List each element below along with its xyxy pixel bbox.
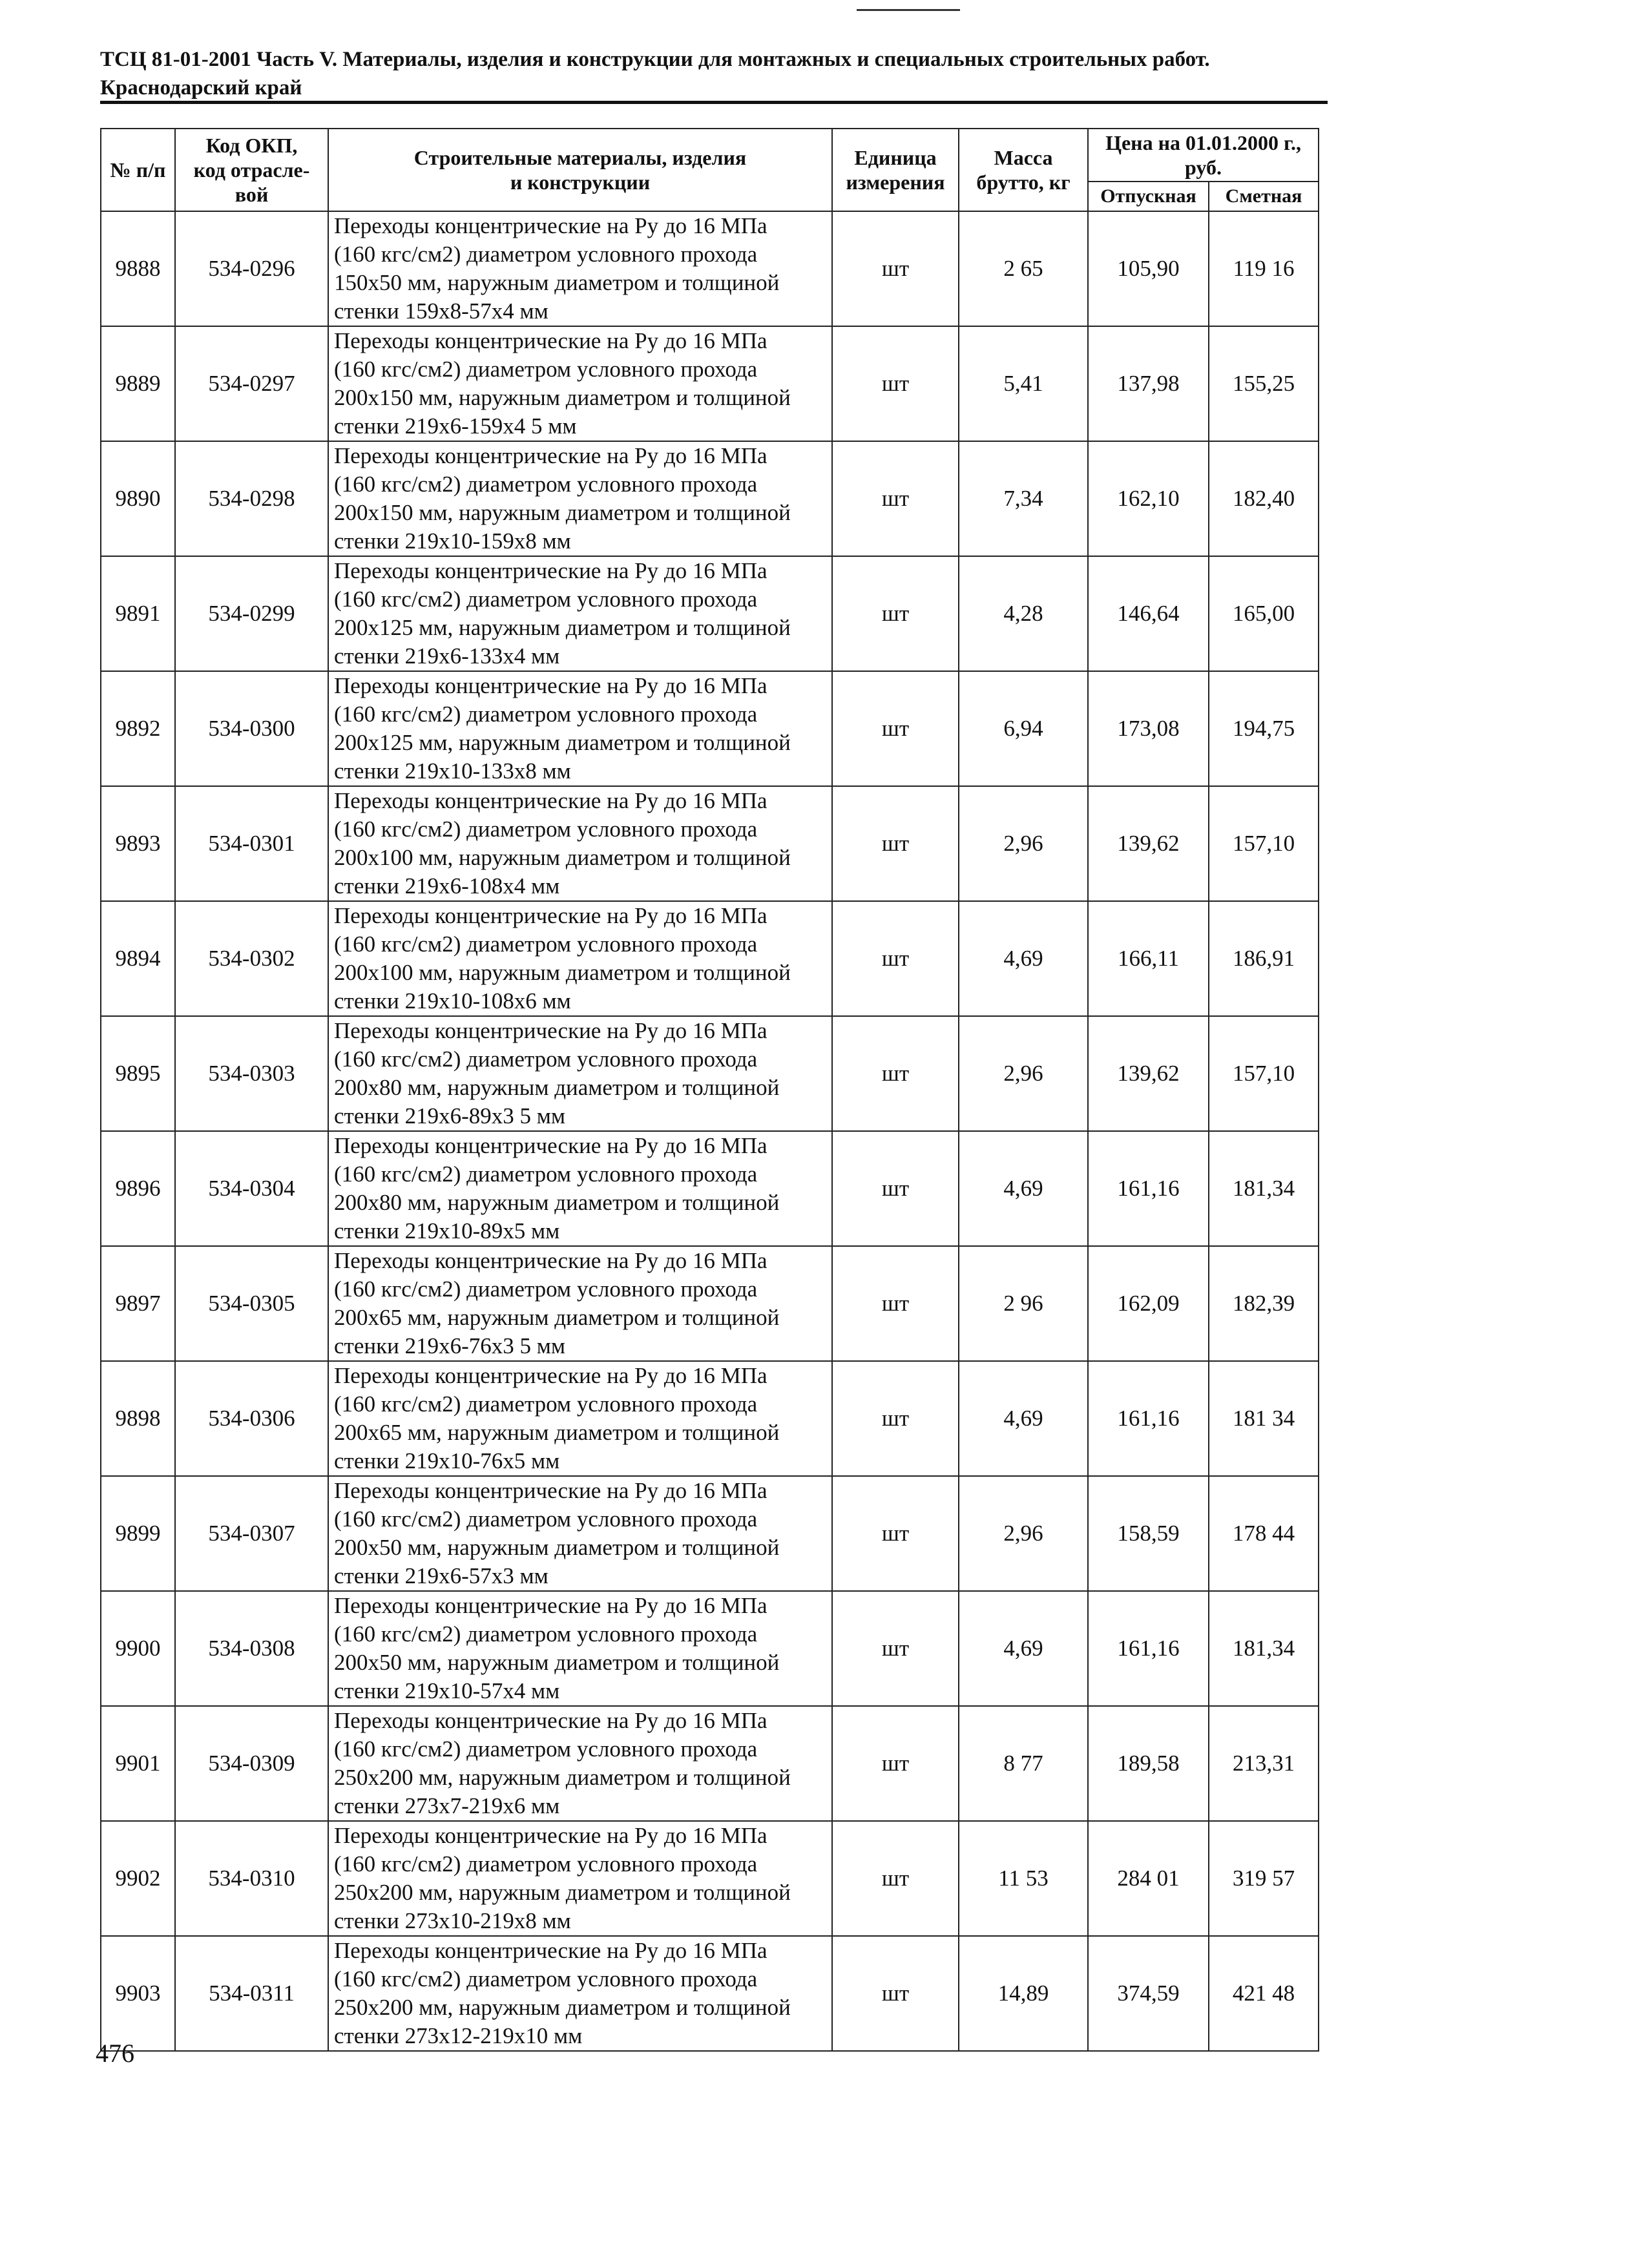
row-price-release: 173,08 bbox=[1088, 671, 1209, 786]
col-header-mass-line: Масса bbox=[994, 146, 1053, 169]
description-line: (160 кгс/см2) диаметром условного прохода bbox=[334, 1391, 758, 1417]
description-line: Переходы концентрические на Ру до 16 МПа bbox=[334, 213, 768, 238]
col-header-code-line: код отрасле- bbox=[193, 158, 310, 182]
row-price-release: 161,16 bbox=[1088, 1361, 1209, 1476]
row-price-estimate: 213,31 bbox=[1209, 1706, 1319, 1821]
description-line: (160 кгс/см2) диаметром условного прохода bbox=[334, 357, 758, 382]
row-number: 9892 bbox=[101, 671, 175, 786]
description-line: (160 кгс/см2) диаметром условного прохода bbox=[334, 1966, 758, 1992]
row-code: 534-0307 bbox=[175, 1476, 328, 1591]
row-price-release: 284 01 bbox=[1088, 1821, 1209, 1936]
description-line: 200х125 мм, наружным диаметром и толщиной bbox=[334, 615, 791, 640]
description-line: стенки 219х6-76х3 5 мм bbox=[334, 1333, 566, 1358]
row-price-release: 374,59 bbox=[1088, 1936, 1209, 2051]
row-unit: шт bbox=[832, 786, 959, 901]
row-number: 9897 bbox=[101, 1246, 175, 1361]
table-row bbox=[101, 1476, 1319, 1591]
row-description bbox=[328, 1936, 832, 2051]
row-mass: 4,28 bbox=[959, 556, 1088, 671]
row-price-estimate: 119 16 bbox=[1209, 211, 1319, 326]
row-price-release: 137,98 bbox=[1088, 326, 1209, 441]
description-line: 200х50 мм, наружным диаметром и толщиной bbox=[334, 1535, 780, 1560]
row-code: 534-0303 bbox=[175, 1016, 328, 1131]
row-number: 9895 bbox=[101, 1016, 175, 1131]
row-code: 534-0306 bbox=[175, 1361, 328, 1476]
row-price-release: 105,90 bbox=[1088, 211, 1209, 326]
table-body bbox=[101, 211, 1319, 2051]
row-code: 534-0308 bbox=[175, 1591, 328, 1706]
description-line: (160 кгс/см2) диаметром условного прохода bbox=[334, 242, 758, 267]
description-line: Переходы концентрические на Ру до 16 МПа bbox=[334, 1018, 768, 1043]
row-price-release: 161,16 bbox=[1088, 1131, 1209, 1246]
description-line: (160 кгс/см2) диаметром условного прохода bbox=[334, 1621, 758, 1647]
row-unit: шт bbox=[832, 326, 959, 441]
description-line: Переходы концентрические на Ру до 16 МПа bbox=[334, 328, 768, 353]
row-description bbox=[328, 901, 832, 1016]
row-code: 534-0300 bbox=[175, 671, 328, 786]
row-mass: 2 65 bbox=[959, 211, 1088, 326]
row-mass: 4,69 bbox=[959, 901, 1088, 1016]
row-price-estimate: 182,39 bbox=[1209, 1246, 1319, 1361]
row-unit: шт bbox=[832, 1821, 959, 1936]
description-line: (160 кгс/см2) диаметром условного прохода bbox=[334, 931, 758, 957]
table-header bbox=[101, 129, 1319, 211]
row-number: 9889 bbox=[101, 326, 175, 441]
row-number: 9894 bbox=[101, 901, 175, 1016]
col-header-price-release: Отпускная bbox=[1088, 182, 1209, 211]
row-price-release: 146,64 bbox=[1088, 556, 1209, 671]
row-description bbox=[328, 1476, 832, 1591]
row-price-release: 158,59 bbox=[1088, 1476, 1209, 1591]
row-mass: 2,96 bbox=[959, 786, 1088, 901]
row-unit: шт bbox=[832, 1131, 959, 1246]
row-code: 534-0296 bbox=[175, 211, 328, 326]
row-description bbox=[328, 1361, 832, 1476]
row-unit: шт bbox=[832, 441, 959, 556]
description-line: стенки 219х10-57х4 мм bbox=[334, 1678, 560, 1703]
row-description bbox=[328, 1821, 832, 1936]
row-description bbox=[328, 786, 832, 901]
table-row bbox=[101, 441, 1319, 556]
table-row bbox=[101, 1591, 1319, 1706]
description-line: стенки 219х10-89х5 мм bbox=[334, 1218, 560, 1243]
col-header-unit-line: измерения bbox=[846, 171, 945, 194]
row-mass: 11 53 bbox=[959, 1821, 1088, 1936]
description-line: стенки 219х10-133х8 мм bbox=[334, 758, 571, 784]
row-price-estimate: 319 57 bbox=[1209, 1821, 1319, 1936]
description-line: стенки 219х6-108х4 мм bbox=[334, 873, 560, 899]
description-line: (160 кгс/см2) диаметром условного прохода bbox=[334, 1046, 758, 1072]
row-code: 534-0309 bbox=[175, 1706, 328, 1821]
row-unit: шт bbox=[832, 671, 959, 786]
row-mass: 2,96 bbox=[959, 1476, 1088, 1591]
table-row bbox=[101, 1246, 1319, 1361]
description-line: (160 кгс/см2) диаметром условного прохода bbox=[334, 1851, 758, 1877]
description-line: Переходы концентрические на Ру до 16 МПа bbox=[334, 1938, 768, 1963]
description-line: (160 кгс/см2) диаметром условного прохода bbox=[334, 1276, 758, 1302]
description-line: 250х200 мм, наружным диаметром и толщиной bbox=[334, 1880, 791, 1905]
col-header-num: № п/п bbox=[101, 129, 175, 211]
row-price-release: 139,62 bbox=[1088, 1016, 1209, 1131]
page-number: 476 bbox=[96, 2039, 134, 2068]
col-header-material-line: Строительные материалы, изделия bbox=[413, 146, 747, 169]
row-mass: 4,69 bbox=[959, 1361, 1088, 1476]
row-description bbox=[328, 556, 832, 671]
row-number: 9902 bbox=[101, 1821, 175, 1936]
description-line: Переходы концентрические на Ру до 16 МПа bbox=[334, 1823, 768, 1848]
row-mass: 6,94 bbox=[959, 671, 1088, 786]
col-header-mass bbox=[959, 129, 1088, 211]
row-code: 534-0297 bbox=[175, 326, 328, 441]
description-line: стенки 219х10-76х5 мм bbox=[334, 1448, 560, 1473]
row-price-estimate: 157,10 bbox=[1209, 1016, 1319, 1131]
row-code: 534-0301 bbox=[175, 786, 328, 901]
header-title: ТСЦ 81-01-2001 Часть V. Материалы, изделия и конструкции для монтажных и специальных строительных работ. bbox=[100, 48, 1210, 71]
description-line: стенки 273х12-219х10 мм bbox=[334, 2023, 583, 2048]
col-header-price-line: Цена на 01.01.2000 г., bbox=[1105, 131, 1301, 154]
description-line: 200х50 мм, наружным диаметром и толщиной bbox=[334, 1650, 780, 1675]
row-code: 534-0299 bbox=[175, 556, 328, 671]
row-description bbox=[328, 1016, 832, 1131]
row-price-estimate: 194,75 bbox=[1209, 671, 1319, 786]
col-header-material-line: и конструкции bbox=[510, 171, 651, 194]
description-line: (160 кгс/см2) диаметром условного прохода bbox=[334, 1161, 758, 1187]
row-number: 9903 bbox=[101, 1936, 175, 2051]
row-price-estimate: 181,34 bbox=[1209, 1591, 1319, 1706]
description-line: 200х100 мм, наружным диаметром и толщиной bbox=[334, 960, 791, 985]
table-row bbox=[101, 326, 1319, 441]
table-row bbox=[101, 1936, 1319, 2051]
description-line: Переходы концентрические на Ру до 16 МПа bbox=[334, 1363, 768, 1388]
description-line: стенки 273х10-219х8 мм bbox=[334, 1908, 571, 1933]
description-line: Переходы концентрические на Ру до 16 МПа bbox=[334, 788, 768, 813]
header-region: Краснодарский край bbox=[100, 76, 302, 99]
row-mass: 2,96 bbox=[959, 1016, 1088, 1131]
description-line: стенки 159х8-57х4 мм bbox=[334, 298, 548, 324]
col-header-price-estimate: Сметная bbox=[1209, 182, 1319, 211]
description-line: 200х150 мм, наружным диаметром и толщиной bbox=[334, 500, 791, 525]
description-line: стенки 219х6-89х3 5 мм bbox=[334, 1103, 566, 1129]
description-line: 200х100 мм, наружным диаметром и толщиной bbox=[334, 845, 791, 870]
row-mass: 14,89 bbox=[959, 1936, 1088, 2051]
row-number: 9893 bbox=[101, 786, 175, 901]
description-line: стенки 219х6-159х4 5 мм bbox=[334, 413, 577, 439]
row-number: 9898 bbox=[101, 1361, 175, 1476]
top-rule bbox=[857, 9, 960, 11]
row-price-estimate: 181,34 bbox=[1209, 1131, 1319, 1246]
row-description bbox=[328, 211, 832, 326]
col-header-unit bbox=[832, 129, 959, 211]
row-code: 534-0310 bbox=[175, 1821, 328, 1936]
row-number: 9901 bbox=[101, 1706, 175, 1821]
description-line: (160 кгс/см2) диаметром условного прохода bbox=[334, 1736, 758, 1762]
table-row bbox=[101, 1131, 1319, 1246]
row-number: 9891 bbox=[101, 556, 175, 671]
description-line: стенки 219х6-133х4 мм bbox=[334, 643, 560, 669]
row-price-estimate: 155,25 bbox=[1209, 326, 1319, 441]
row-code: 534-0304 bbox=[175, 1131, 328, 1246]
table-row bbox=[101, 786, 1319, 901]
description-line: 200х65 мм, наружным диаметром и толщиной bbox=[334, 1305, 780, 1330]
row-unit: шт bbox=[832, 211, 959, 326]
row-price-estimate: 181 34 bbox=[1209, 1361, 1319, 1476]
document-header bbox=[100, 45, 1328, 102]
description-line: стенки 219х10-159х8 мм bbox=[334, 528, 571, 554]
table-row bbox=[101, 1821, 1319, 1936]
row-price-release: 166,11 bbox=[1088, 901, 1209, 1016]
row-code: 534-0311 bbox=[175, 1936, 328, 2051]
row-number: 9899 bbox=[101, 1476, 175, 1591]
description-line: Переходы концентрические на Ру до 16 МПа bbox=[334, 443, 768, 468]
price-table bbox=[100, 128, 1319, 2052]
row-price-estimate: 165,00 bbox=[1209, 556, 1319, 671]
row-unit: шт bbox=[832, 556, 959, 671]
table-row bbox=[101, 211, 1319, 326]
description-line: 200х80 мм, наружным диаметром и толщиной bbox=[334, 1075, 780, 1100]
row-mass: 4,69 bbox=[959, 1131, 1088, 1246]
table-row bbox=[101, 1706, 1319, 1821]
col-header-code-line: вой bbox=[235, 183, 269, 206]
description-line: 200х125 мм, наружным диаметром и толщиной bbox=[334, 730, 791, 755]
row-description bbox=[328, 1591, 832, 1706]
description-line: стенки 219х6-57х3 мм bbox=[334, 1563, 548, 1588]
row-code: 534-0298 bbox=[175, 441, 328, 556]
row-price-estimate: 182,40 bbox=[1209, 441, 1319, 556]
col-header-price-line: руб. bbox=[1185, 156, 1222, 179]
row-mass: 5,41 bbox=[959, 326, 1088, 441]
row-price-estimate: 157,10 bbox=[1209, 786, 1319, 901]
row-description bbox=[328, 1246, 832, 1361]
description-line: Переходы концентрические на Ру до 16 МПа bbox=[334, 1478, 768, 1503]
col-header-code bbox=[175, 129, 328, 211]
row-mass: 2 96 bbox=[959, 1246, 1088, 1361]
description-line: (160 кгс/см2) диаметром условного прохода bbox=[334, 472, 758, 497]
table-row bbox=[101, 1361, 1319, 1476]
row-unit: шт bbox=[832, 1936, 959, 2051]
row-mass: 4,69 bbox=[959, 1591, 1088, 1706]
row-price-release: 189,58 bbox=[1088, 1706, 1209, 1821]
header-rule bbox=[100, 101, 1328, 104]
row-description bbox=[328, 1706, 832, 1821]
row-description bbox=[328, 441, 832, 556]
row-unit: шт bbox=[832, 1706, 959, 1821]
description-line: Переходы концентрические на Ру до 16 МПа bbox=[334, 1593, 768, 1618]
row-number: 9890 bbox=[101, 441, 175, 556]
row-price-release: 139,62 bbox=[1088, 786, 1209, 901]
description-line: 200х150 мм, наружным диаметром и толщиной bbox=[334, 385, 791, 410]
row-unit: шт bbox=[832, 1361, 959, 1476]
col-header-material bbox=[328, 129, 832, 211]
row-unit: шт bbox=[832, 1246, 959, 1361]
description-line: Переходы концентрические на Ру до 16 МПа bbox=[334, 1133, 768, 1158]
description-line: Переходы концентрические на Ру до 16 МПа bbox=[334, 903, 768, 928]
description-line: стенки 273х7-219х6 мм bbox=[334, 1793, 560, 1818]
description-line: Переходы концентрические на Ру до 16 МПа bbox=[334, 1248, 768, 1273]
description-line: Переходы концентрические на Ру до 16 МПа bbox=[334, 558, 768, 583]
description-line: 250х200 мм, наружным диаметром и толщиной bbox=[334, 1995, 791, 2020]
row-price-release: 162,10 bbox=[1088, 441, 1209, 556]
row-price-release: 162,09 bbox=[1088, 1246, 1209, 1361]
table-row bbox=[101, 1016, 1319, 1131]
description-line: 250х200 мм, наружным диаметром и толщиной bbox=[334, 1765, 791, 1790]
row-number: 9888 bbox=[101, 211, 175, 326]
row-price-estimate: 186,91 bbox=[1209, 901, 1319, 1016]
description-line: (160 кгс/см2) диаметром условного прохода bbox=[334, 587, 758, 612]
col-header-unit-line: Единица bbox=[854, 146, 937, 169]
row-mass: 7,34 bbox=[959, 441, 1088, 556]
description-line: Переходы концентрические на Ру до 16 МПа bbox=[334, 673, 768, 698]
row-number: 9900 bbox=[101, 1591, 175, 1706]
row-description bbox=[328, 326, 832, 441]
col-header-mass-line: брутто, кг bbox=[976, 171, 1070, 194]
row-number: 9896 bbox=[101, 1131, 175, 1246]
col-header-code-line: Код ОКП, bbox=[205, 134, 298, 157]
row-price-release: 161,16 bbox=[1088, 1591, 1209, 1706]
description-line: стенки 219х10-108х6 мм bbox=[334, 988, 571, 1014]
table-row bbox=[101, 901, 1319, 1016]
description-line: (160 кгс/см2) диаметром условного прохода bbox=[334, 1506, 758, 1532]
description-line: (160 кгс/см2) диаметром условного прохода bbox=[334, 702, 758, 727]
row-mass: 8 77 bbox=[959, 1706, 1088, 1821]
description-line: (160 кгс/см2) диаметром условного прохода bbox=[334, 817, 758, 842]
table-row bbox=[101, 671, 1319, 786]
row-unit: шт bbox=[832, 1591, 959, 1706]
description-line: 150х50 мм, наружным диаметром и толщиной bbox=[334, 270, 780, 295]
row-description bbox=[328, 1131, 832, 1246]
row-code: 534-0305 bbox=[175, 1246, 328, 1361]
description-line: Переходы концентрические на Ру до 16 МПа bbox=[334, 1708, 768, 1733]
description-line: 200х80 мм, наружным диаметром и толщиной bbox=[334, 1190, 780, 1215]
row-unit: шт bbox=[832, 1476, 959, 1591]
row-unit: шт bbox=[832, 1016, 959, 1131]
row-price-estimate: 178 44 bbox=[1209, 1476, 1319, 1591]
description-line: 200х65 мм, наружным диаметром и толщиной bbox=[334, 1420, 780, 1445]
row-code: 534-0302 bbox=[175, 901, 328, 1016]
table-row bbox=[101, 556, 1319, 671]
col-header-price-group bbox=[1088, 129, 1319, 182]
row-description bbox=[328, 671, 832, 786]
row-price-estimate: 421 48 bbox=[1209, 1936, 1319, 2051]
row-unit: шт bbox=[832, 901, 959, 1016]
